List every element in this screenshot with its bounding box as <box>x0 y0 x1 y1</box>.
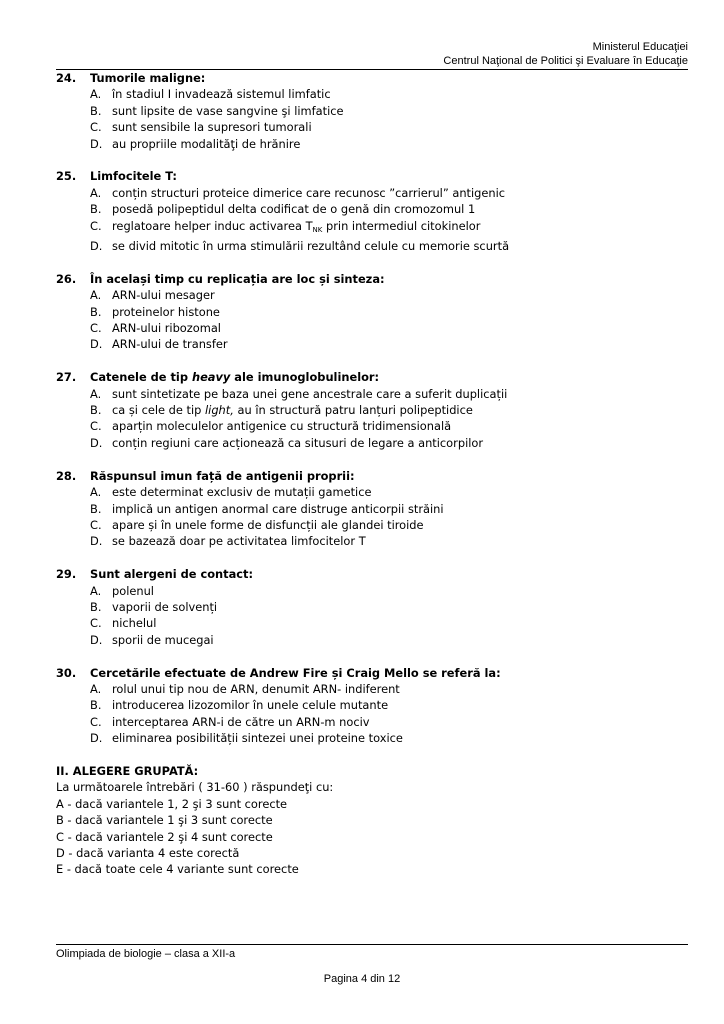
section-intro: La următoarele întrebări ( 31-60 ) răspundeţi cu: <box>56 780 334 795</box>
footer-divider <box>56 944 688 945</box>
question-number: 30. <box>56 665 77 680</box>
page-number: Pagina 4 din 12 <box>323 973 401 985</box>
question-text-italic: heavy <box>191 370 231 385</box>
option-text: conțin regiuni care acționează ca situsuri de legare a anticorpilor <box>112 435 484 450</box>
option-d <box>56 238 688 254</box>
option-text: eliminarea posibilității sintezei unei proteine toxice <box>112 731 403 746</box>
question-title <box>56 168 688 184</box>
option-b <box>56 402 688 418</box>
option-letter: D. <box>90 632 103 647</box>
option-a <box>56 386 688 402</box>
option-letter: C. <box>90 218 102 233</box>
option-c <box>56 218 688 238</box>
option-letter: B. <box>90 202 102 217</box>
option-text: introducerea lizozomilor în unele celule mutante <box>112 698 389 713</box>
question-title <box>56 70 688 86</box>
answer-key-line: B - dacă variantele 1 şi 3 sunt corecte <box>56 813 273 828</box>
question-24 <box>56 70 688 152</box>
option-b <box>56 304 688 320</box>
option-a <box>56 185 688 201</box>
option-d <box>56 435 688 451</box>
option-letter: A. <box>90 485 102 500</box>
option-text: ARN-ului de transfer <box>112 337 228 352</box>
question-27 <box>56 369 688 451</box>
option-letter: B. <box>90 599 102 614</box>
option-text: aparțin moleculelor antigenice cu structură tridimensională <box>112 419 452 434</box>
option-letter: D. <box>90 136 103 151</box>
option-letter: C. <box>90 714 102 729</box>
option-d <box>56 136 688 152</box>
option-letter: B. <box>90 103 102 118</box>
option-text: vaporii de solvenți <box>112 599 218 614</box>
question-title <box>56 566 688 582</box>
option-c <box>56 119 688 135</box>
option-a <box>56 484 688 500</box>
option-text-italic: light, <box>205 403 234 418</box>
option-text: interceptarea ARN-i de către un ARN-m nociv <box>112 714 370 729</box>
question-text: Limfocitele T: <box>90 169 177 184</box>
question-number: 27. <box>56 370 77 385</box>
option-letter: A. <box>90 288 102 303</box>
option-letter: C. <box>90 321 102 336</box>
option-letter: B. <box>90 304 102 319</box>
option-text: în stadiul I invadează sistemul limfatic <box>112 87 331 102</box>
question-28 <box>56 468 688 550</box>
option-letter: C. <box>90 120 102 135</box>
option-letter: D. <box>90 239 103 254</box>
footer-olympiad: Olimpiada de biologie – clasa a XII-a <box>56 948 236 960</box>
option-b <box>56 201 688 217</box>
option-c <box>56 615 688 631</box>
option-text: nichelul <box>112 616 157 631</box>
question-text: În același timp cu replicația are loc și sinteza: <box>90 271 385 286</box>
question-text-start: Catenele de tip <box>90 370 192 385</box>
option-text: rolul unui tip nou de ARN, denumit ARN- indiferent <box>112 681 400 696</box>
option-letter: A. <box>90 681 102 696</box>
question-text-end: ale imunoglobulinelor: <box>230 370 380 385</box>
option-a <box>56 681 688 697</box>
option-c <box>56 714 688 730</box>
option-text: se divid mitotic în urma stimulării rezultând celule cu memorie scurtă <box>112 239 510 254</box>
option-text: posedă polipeptidul delta codificat de o genă din cromozomul 1 <box>112 202 476 217</box>
option-text: conțin structuri proteice dimerice care recunosc ”carrierul” antigenic <box>112 185 506 200</box>
answer-key-line: C - dacă variantele 2 şi 4 sunt corecte <box>56 829 273 844</box>
option-letter: A. <box>90 185 102 200</box>
option-letter: B. <box>90 698 102 713</box>
option-letter: C. <box>90 419 102 434</box>
option-d <box>56 533 688 549</box>
page-header <box>56 40 688 68</box>
option-b <box>56 697 688 713</box>
section-grouped-choice <box>56 763 688 878</box>
option-text: implică un antigen anormal care distruge anticorpii străini <box>112 501 444 516</box>
option-text: sunt sintetizate pe baza unei gene ancestrale care a suferit duplicații <box>112 386 508 401</box>
option-letter: B. <box>90 403 102 418</box>
answer-key-line: E - dacă toate cele 4 variante sunt corecte <box>56 862 299 877</box>
option-text: sunt lipsite de vase sangvine şi limfatice <box>112 103 344 118</box>
option-letter: D. <box>90 435 103 450</box>
question-25 <box>56 168 688 254</box>
option-a <box>56 86 688 102</box>
option-text: proteinelor histone <box>112 304 220 319</box>
option-text-start: ca și cele de tip <box>112 403 205 418</box>
option-text: polenul <box>112 583 154 598</box>
option-letter: C. <box>90 616 102 631</box>
question-text: Sunt alergeni de contact: <box>90 567 254 582</box>
question-title <box>56 665 688 681</box>
option-c <box>56 418 688 434</box>
question-title <box>56 369 688 385</box>
option-a <box>56 583 688 599</box>
option-text-end: au în structură patru lanțuri polipeptidice <box>233 403 473 418</box>
question-text: Tumorile maligne: <box>90 71 206 85</box>
option-b <box>56 501 688 517</box>
question-number: 26. <box>56 271 77 286</box>
option-text-start: reglatoare helper induc activarea T <box>112 218 313 233</box>
option-letter: A. <box>90 386 102 401</box>
option-subscript: NK <box>312 225 323 234</box>
question-number: 29. <box>56 567 77 582</box>
option-d <box>56 336 688 352</box>
option-text: se bazează doar pe activitatea limfocitelor T <box>112 534 366 549</box>
option-text: ARN-ului mesager <box>112 288 215 303</box>
option-c <box>56 517 688 533</box>
option-letter: A. <box>90 87 102 102</box>
answer-key-line: A - dacă variantele 1, 2 şi 3 sunt corecte <box>56 796 288 811</box>
option-letter: D. <box>90 337 103 352</box>
option-letter: D. <box>90 731 103 746</box>
question-26 <box>56 271 688 353</box>
question-number: 28. <box>56 468 77 483</box>
option-text-end: prin intermediul citokinelor <box>322 218 481 233</box>
option-a <box>56 287 688 303</box>
question-text: Răspunsul imun față de antigenii proprii: <box>90 468 355 483</box>
section-title: II. ALEGERE GRUPATĂ: <box>56 763 199 778</box>
question-30 <box>56 665 688 747</box>
option-d <box>56 730 688 746</box>
option-text: apare și în unele forme de disfuncții ale glandei tiroide <box>112 517 424 532</box>
question-number: 25. <box>56 169 77 184</box>
option-b <box>56 599 688 615</box>
option-text: sunt sensibile la supresori tumorali <box>112 120 312 135</box>
option-text: au propriile modalităţi de hrănire <box>112 136 301 151</box>
option-letter: A. <box>90 583 102 598</box>
question-title <box>56 468 688 484</box>
option-text: este determinat exclusiv de mutații gametice <box>112 485 372 500</box>
option-text: sporii de mucegai <box>112 632 214 647</box>
question-title <box>56 271 688 287</box>
option-letter: B. <box>90 501 102 516</box>
option-d <box>56 632 688 648</box>
header-center: Centrul Naţional de Politici şi Evaluare în Educaţie <box>443 55 688 67</box>
option-letter: D. <box>90 534 103 549</box>
option-b <box>56 103 688 119</box>
page-content <box>56 70 688 878</box>
option-text: ARN-ului ribozomal <box>112 321 221 336</box>
option-letter: C. <box>90 517 102 532</box>
question-number: 24. <box>56 71 77 85</box>
question-29 <box>56 566 688 648</box>
question-text: Cercetările efectuate de Andrew Fire și Craig Mello se referă la: <box>90 665 501 680</box>
answer-key-line: D - dacă varianta 4 este corectă <box>56 845 240 860</box>
option-c <box>56 320 688 336</box>
header-ministry: Ministerul Educaţiei <box>592 41 688 53</box>
